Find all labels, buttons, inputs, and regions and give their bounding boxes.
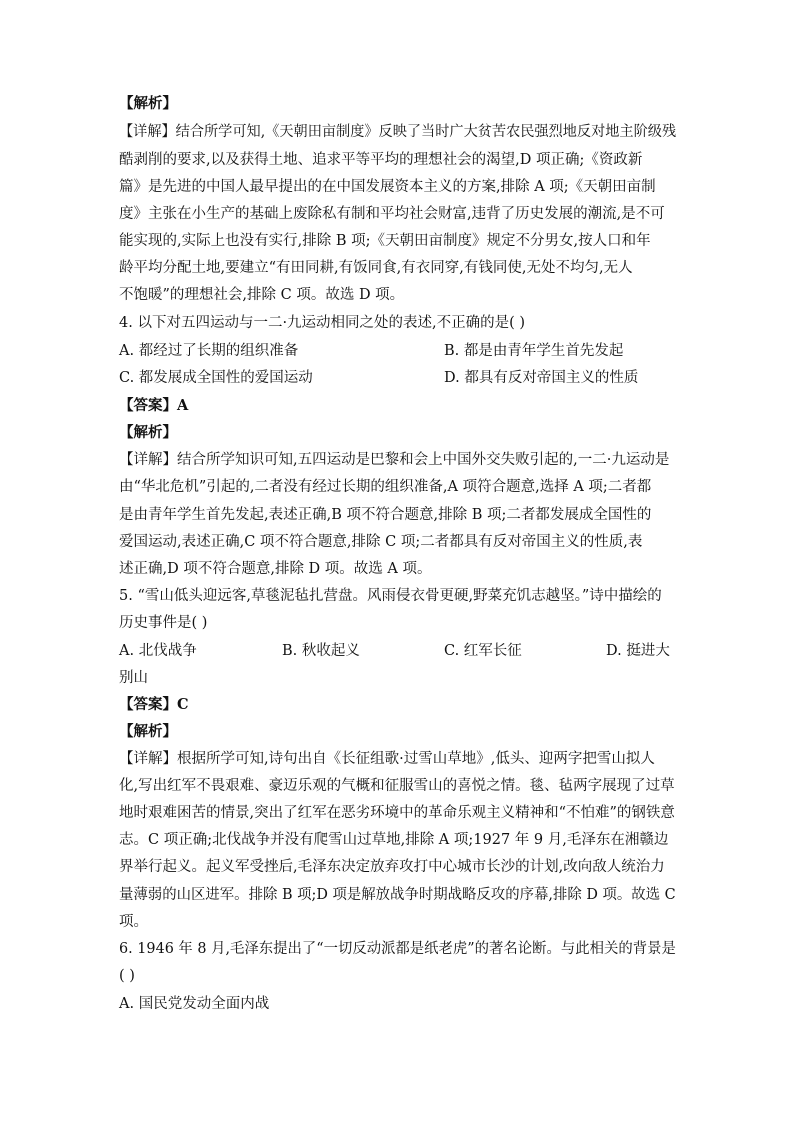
q4-detail-line: 是由青年学生首先发起,表述正确,B 项不符合题意,排除 B 项;二者都发展成全国性的 [119,507,652,523]
q3-detail-line: 【详解】结合所学可知,《天朝田亩制度》反映了当时广大贫苦农民强烈地反对地主阶级残 [119,124,677,140]
q5-answer: 【答案】C [119,696,189,713]
q3-detail-line: 能实现的,实际上也没有实行,排除 B 项;《天朝田亩制度》规定不分男女,按人口和年 [119,233,651,249]
q3-detail-line: 篇》是先进的中国人最早提出的在中国发展资本主义的方案,排除 A 项;《天朝田亩制 [119,179,656,195]
q5-detail-line: 项。 [119,914,148,930]
q3-detail-line: 不饱暖”的理想社会,排除 C 项。故选 D 项。 [119,287,405,303]
q4-option-c: C. 都发展成全国性的爱国运动 [119,370,313,386]
q5-option-c: C. 红军长征 [444,643,522,659]
q3-detail-line: 酷剥削的要求,以及获得土地、追求平等平均的理想社会的渴望,D 项正确;《资政新 [119,152,643,168]
q4-analysis-heading: 【解析】 [119,424,177,441]
q6-stem: ( ) [119,968,135,984]
q6-option-a: A. 国民党发动全面内战 [119,996,270,1012]
q5-option-d-wrap: 别山 [119,670,148,686]
q5-detail-line: 【详解】根据所学可知,诗句出自《长征组歌·过雪山草地》,低头、迎两字把雪山拟人 [119,751,655,767]
q3-detail-line: 龄平均分配土地,要建立“有田同耕,有饭同食,有衣同穿,有钱同使,无处不均匀,无人 [119,260,633,276]
q5-detail-line: 化,写出红军不畏艰难、豪迈乐观的气概和征服雪山的喜悦之情。毯、毡两字展现了过草 [119,778,675,794]
q5-stem: 5. “雪山低头迎远客,草毯泥毡扎营盘。风雨侵衣骨更硬,野菜充饥志越坚。”诗中描绘的 [119,588,662,604]
q4-detail-line: 爱国运动,表述正确,C 项不符合题意,排除 C 项;二者都具有反对帝国主义的性质,表 [119,534,643,550]
q4-stem: 4. 以下对五四运动与一二·九运动相同之处的表述,不正确的是( ) [119,315,526,331]
q4-detail-line: 由“华北危机”引起的,二者没有经过长期的组织准备,A 项符合题意,选择 A 项;二者都 [119,479,652,495]
q4-option-d: D. 都具有反对帝国主义的性质 [444,370,639,386]
q5-detail-line: 地时艰难困苦的情景,突出了红军在恶劣环境中的革命乐观主义精神和“不怕难”的钢铁意 [119,805,675,821]
q5-stem: 历史事件是( ) [119,615,208,631]
q6-stem: 6. 1946 年 8 月,毛泽东提出了“一切反动派都是纸老虎”的著名论断。与此相关的背景是 [119,941,676,957]
q4-detail-line: 【详解】结合所学知识可知,五四运动是巴黎和会上中国外交失败引起的,一二·九运动是 [119,452,670,468]
q4-option-b: B. 都是由青年学生首先发起 [444,343,624,359]
q5-detail-line: 志。C 项正确;北伐战争并没有爬雪山过草地,排除 A 项;1927 年 9 月,毛泽东在湘赣边 [119,832,669,848]
q5-option-b: B. 秋收起义 [282,643,360,659]
q5-option-d: D. 挺进大 [606,643,670,659]
q5-analysis-heading: 【解析】 [119,723,177,740]
q3-detail-line: 度》主张在小生产的基础上废除私有制和平均社会财富,违背了历史发展的潮流,是不可 [119,206,665,222]
q3-analysis-heading: 【解析】 [119,95,177,112]
q4-detail-line: 述正确,D 项不符合题意,排除 D 项。故选 A 项。 [119,561,432,577]
q5-detail-line: 界举行起义。起义军受挫后,毛泽东决定放弃攻打中心城市长沙的计划,改向敌人统治力 [119,859,665,875]
q5-option-a: A. 北伐战争 [119,643,197,659]
q4-option-a: A. 都经过了长期的组织准备 [119,343,299,359]
q4-answer: 【答案】A [119,397,189,414]
q5-detail-line: 量薄弱的山区进军。排除 B 项;D 项是解放战争时期战略反攻的序幕,排除 D 项。故选 C [119,887,676,903]
